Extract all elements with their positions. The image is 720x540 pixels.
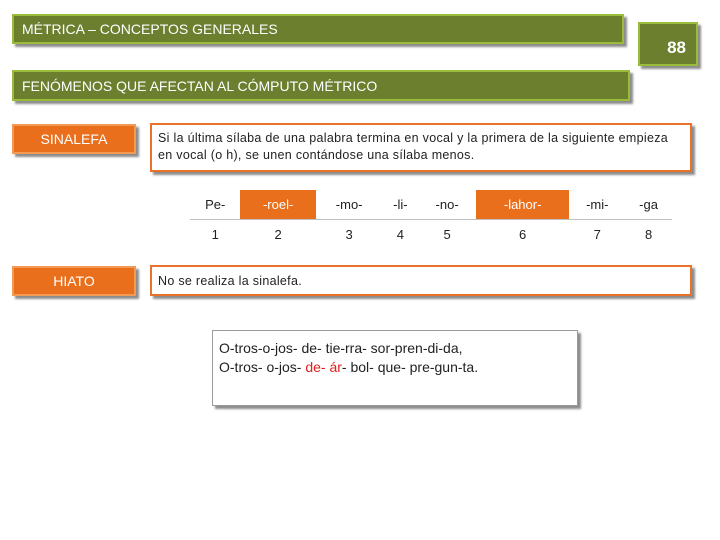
count-cell: 2 — [274, 227, 282, 242]
count-cell: 7 — [593, 227, 601, 242]
slide-title — [12, 14, 624, 44]
syllable-cell: -no- — [418, 190, 476, 220]
count-cell: 1 — [211, 227, 219, 242]
count-cell: 6 — [519, 227, 527, 242]
count-cell: 3 — [345, 227, 353, 242]
example-line-2-start: O-tros- o-jos- — [219, 359, 306, 375]
syllable-cell: -ga — [625, 190, 672, 220]
example-hiato-highlight: de- ár — [305, 359, 342, 375]
syllable-row — [190, 190, 672, 220]
count-cell: 4 — [396, 227, 404, 242]
example-verse-box — [212, 330, 578, 406]
syllable-table — [190, 190, 672, 249]
count-cell: 8 — [644, 227, 653, 242]
syllable-cell: -roel- — [240, 190, 316, 220]
syllable-cell: -mi- — [569, 190, 625, 220]
hiato-definition — [150, 265, 692, 296]
sinalefa-label — [12, 124, 136, 154]
example-line-1: O-tros-o-jos- de- tie-rra- sor-pren-di-da, — [219, 340, 463, 356]
hiato-label — [12, 266, 136, 296]
syllable-cell: Pe- — [190, 190, 240, 220]
sinalefa-definition-text: Si la última sílaba de una palabra termina en vocal y la primera de la siguiente empieza en vocal (o h), se unen contándose una sílaba menos. — [158, 131, 668, 162]
example-line-2-end: - bol- que- pre-gun-ta. — [341, 359, 479, 375]
section-title-text: FENÓMENOS QUE AFECTAN AL CÓMPUTO MÉTRICO — [22, 78, 378, 94]
section-title — [12, 70, 630, 101]
sinalefa-definition — [150, 123, 692, 172]
syllable-cell: -lahor- — [476, 190, 570, 220]
example-line-2 — [219, 358, 571, 377]
hiato-definition-text: No se realiza la sinalefa. — [158, 273, 302, 288]
page-number: 88 — [667, 38, 686, 57]
syllable-cell: -li- — [382, 190, 418, 220]
count-row — [190, 220, 672, 250]
page-number-badge — [638, 22, 698, 66]
slide-title-text: MÉTRICA – CONCEPTOS GENERALES — [22, 21, 278, 37]
count-cell: 5 — [443, 227, 451, 242]
sinalefa-label-text: SINALEFA — [40, 131, 108, 147]
syllable-cell: -mo- — [316, 190, 383, 220]
hiato-label-text: HIATO — [53, 273, 95, 289]
